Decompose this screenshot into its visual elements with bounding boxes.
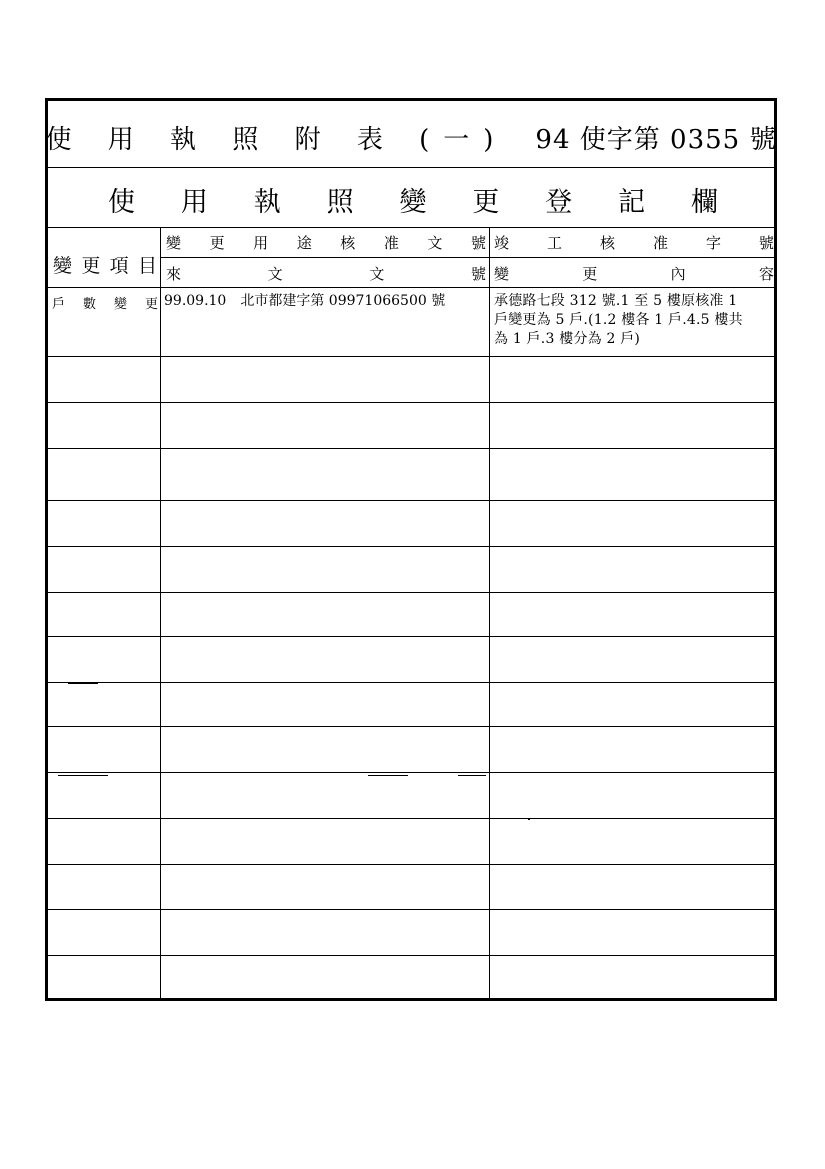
title-left: 使 用 執 照 附 表 (一)	[45, 124, 508, 155]
subtitle-char: 執	[253, 186, 281, 218]
row-divider	[48, 356, 774, 357]
header-char: 目	[137, 254, 157, 277]
header-change-item	[53, 247, 157, 281]
header-completion-number	[494, 228, 774, 257]
subtitle-char: 變	[399, 186, 427, 218]
header-char: 內	[670, 264, 686, 283]
header-char: 號	[470, 264, 486, 283]
header-char: 竣	[494, 234, 510, 252]
column-divider	[489, 227, 490, 1001]
subtitle-char: 用	[180, 186, 208, 218]
header-char: 更	[582, 264, 598, 283]
header-char: 更	[81, 254, 101, 277]
row-divider	[48, 726, 774, 727]
scan-speck	[68, 683, 98, 684]
row-divider	[48, 772, 774, 773]
item-char: 變	[113, 296, 127, 312]
scan-speck	[528, 819, 530, 820]
row-divider	[48, 682, 774, 683]
header-char: 核	[340, 234, 356, 252]
page-title	[45, 117, 777, 157]
content-line: 為 1 戶.3 樓分為 2 戶)	[494, 331, 641, 347]
row-divider	[48, 546, 774, 547]
row-divider	[48, 864, 774, 865]
content-line: 戶變更為 5 戶.(1.2 樓各 1 戶.4.5 樓共	[494, 312, 743, 328]
subtitle-char: 更	[472, 186, 500, 218]
item-char: 更	[144, 296, 158, 312]
header-char: 號	[470, 234, 486, 252]
header-char: 號	[758, 234, 774, 252]
row-change-item	[52, 292, 158, 312]
scan-speck	[58, 775, 108, 776]
header-char: 來	[166, 264, 182, 283]
subtitle-char: 記	[618, 186, 646, 218]
header-char: 字	[705, 234, 721, 252]
header-incoming-doc-number	[166, 259, 486, 287]
header-char: 核	[599, 234, 615, 252]
header-char: 工	[546, 234, 562, 252]
row-divider	[48, 955, 774, 956]
scan-speck	[368, 775, 408, 776]
row-divider	[48, 592, 774, 593]
header-char: 文	[427, 234, 443, 252]
row-divider	[48, 448, 774, 449]
row-document-number: 99.09.10 北市都建字第 09971066500 號	[164, 293, 446, 309]
header-char: 途	[296, 234, 312, 252]
permit-number: 94 使字第 0355 號	[535, 124, 777, 155]
row-divider	[48, 636, 774, 637]
subtitle-char: 登	[545, 186, 573, 218]
header-char: 用	[253, 234, 269, 252]
header-char: 容	[758, 264, 774, 283]
header-char: 項	[109, 254, 129, 277]
divider	[48, 287, 774, 288]
row-divider	[48, 500, 774, 501]
column-divider	[160, 227, 161, 1001]
divider	[48, 167, 774, 168]
row-divider	[48, 909, 774, 910]
row-change-content	[494, 292, 778, 349]
scan-speck	[458, 775, 486, 776]
row-divider	[48, 818, 774, 819]
item-char: 數	[82, 296, 96, 312]
header-char: 准	[652, 234, 668, 252]
header-change-content	[494, 259, 774, 287]
divider	[160, 257, 774, 258]
header-char: 變	[166, 234, 182, 252]
registration-table-frame	[45, 98, 777, 1001]
subtitle-char: 照	[326, 186, 354, 218]
header-char: 文	[267, 264, 283, 283]
item-char: 戶	[52, 296, 66, 312]
header-char: 變	[494, 264, 510, 283]
subtitle-char: 使	[108, 186, 135, 218]
content-line: 承德路七段 312 號.1 至 5 樓原核准 1	[494, 293, 738, 309]
row-divider	[48, 402, 774, 403]
header-char: 准	[383, 234, 399, 252]
header-approval-number	[166, 228, 486, 257]
header-char: 更	[209, 234, 225, 252]
header-char: 變	[53, 254, 73, 277]
subtitle-char: 欄	[691, 186, 718, 218]
section-title	[108, 179, 718, 219]
header-char: 文	[369, 264, 385, 283]
